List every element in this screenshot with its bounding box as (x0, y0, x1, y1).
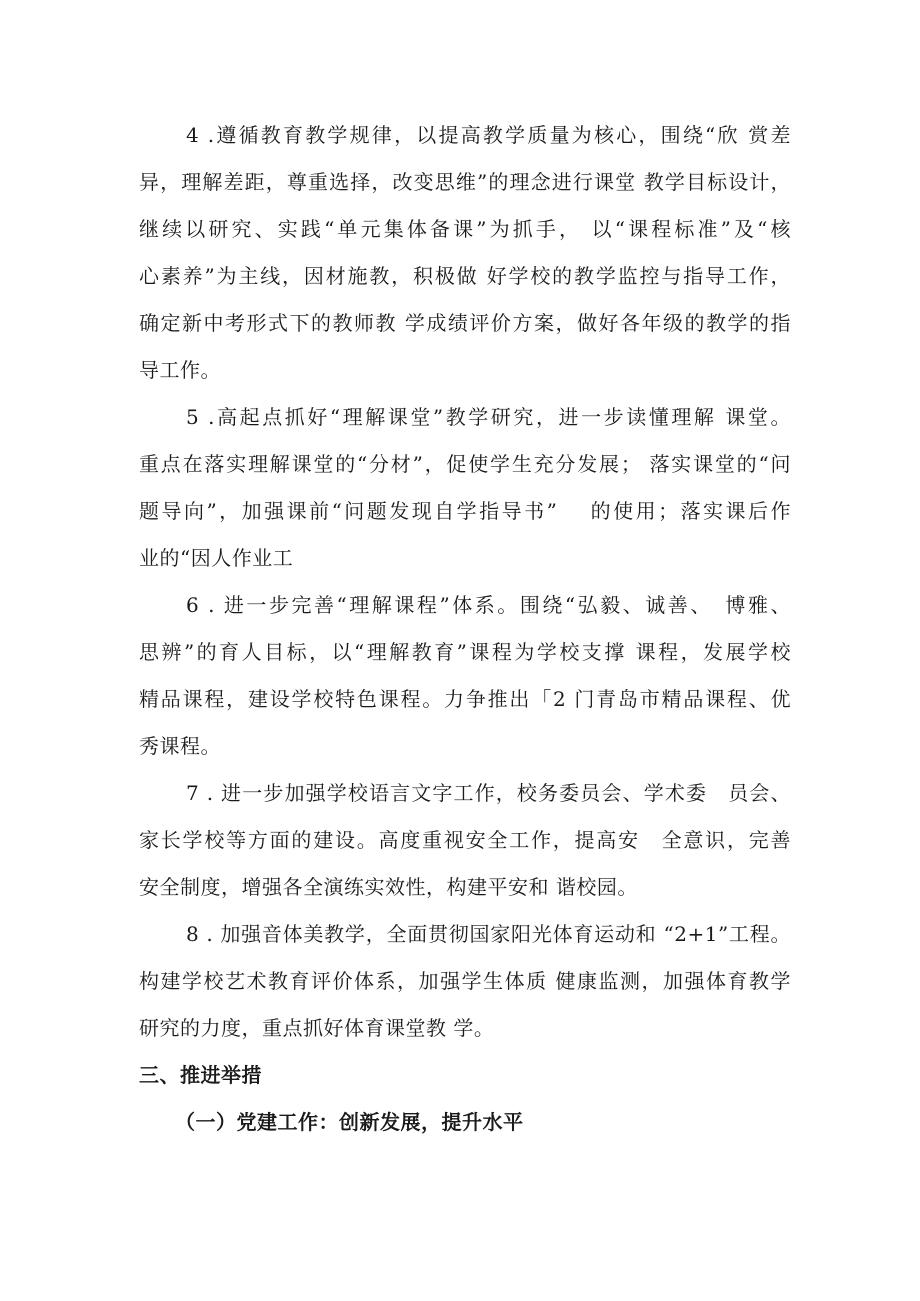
text-line: 继续以研究、实践“单元集体备课”为抓手， 以“课程标准”及“核 (139, 217, 791, 241)
text-line: 业的“因人作业工 (139, 546, 294, 570)
text-line: 构建学校艺术教育评价体系，加强学生体质 健康监测，加强体育教学 (139, 969, 791, 993)
text-line: 导工作。 (139, 358, 221, 382)
text-line: 秀课程。 (139, 734, 221, 758)
subsection-heading (139, 1099, 791, 1146)
paragraph (139, 911, 791, 1052)
text-line: 8 . 加强音体美教学，全面贯彻国家阳光体育运动和 “2+1”工程。 (186, 922, 791, 946)
text-line: 思辨”的育人目标，以“理解教育”课程为学校支撑 课程，发展学校 (139, 640, 791, 664)
paragraph (139, 394, 791, 582)
paragraph (139, 112, 791, 394)
text-line: 心素养”为主线，因材施教，积极做 好学校的教学监控与指导工作， (139, 264, 791, 288)
text-line: （一）党建工作：创新发展，提升水平 (175, 1110, 524, 1134)
text-line: 重点在落实理解课堂的“分材”，促使学生充分发展； 落实课堂的“问 (139, 452, 791, 476)
text-line: 确定新中考形式下的教师教 学成绩评价方案，做好各年级的教学的指 (139, 311, 791, 335)
paragraph (139, 770, 791, 911)
text-line: 家长学校等方面的建设。高度重视安全工作，提高安 全意识，完善 (139, 828, 791, 852)
text-line: 7 . 进一步加强学校语言文字工作，校务委员会、学术委 员会、 (186, 781, 791, 805)
text-line: 5 .高起点抓好“理解课堂”教学研究，进一步读懂理解 课堂。 (186, 405, 791, 429)
text-line: 安全制度，增强各全演练实效性，构建平安和 谐校园。 (139, 875, 638, 899)
document-body (139, 112, 791, 1146)
text-line: 6 . 进一步完善“理解课程”体系。围绕“弘毅、诚善、 博雅、 (186, 593, 791, 617)
paragraph (139, 582, 791, 770)
text-line: 精品课程，建设学校特色课程。力争推出「2 门青岛市精品课程、优 (139, 687, 791, 711)
text-line: 异，理解差距，尊重选择，改变思维”的理念进行课堂 教学目标设计， (139, 170, 791, 194)
text-line: 4 .遵循教育教学规律，以提高教学质量为核心，围绕“欣 赏差 (186, 123, 791, 147)
text-line: 题导向”，加强课前“问题发现自学指导书” 的使用；落实课后作 (139, 499, 791, 523)
section-heading (139, 1052, 791, 1099)
text-line: 研究的力度，重点抓好体育课堂教 学。 (139, 1016, 495, 1040)
text-line: 三、推进举措 (139, 1063, 262, 1087)
